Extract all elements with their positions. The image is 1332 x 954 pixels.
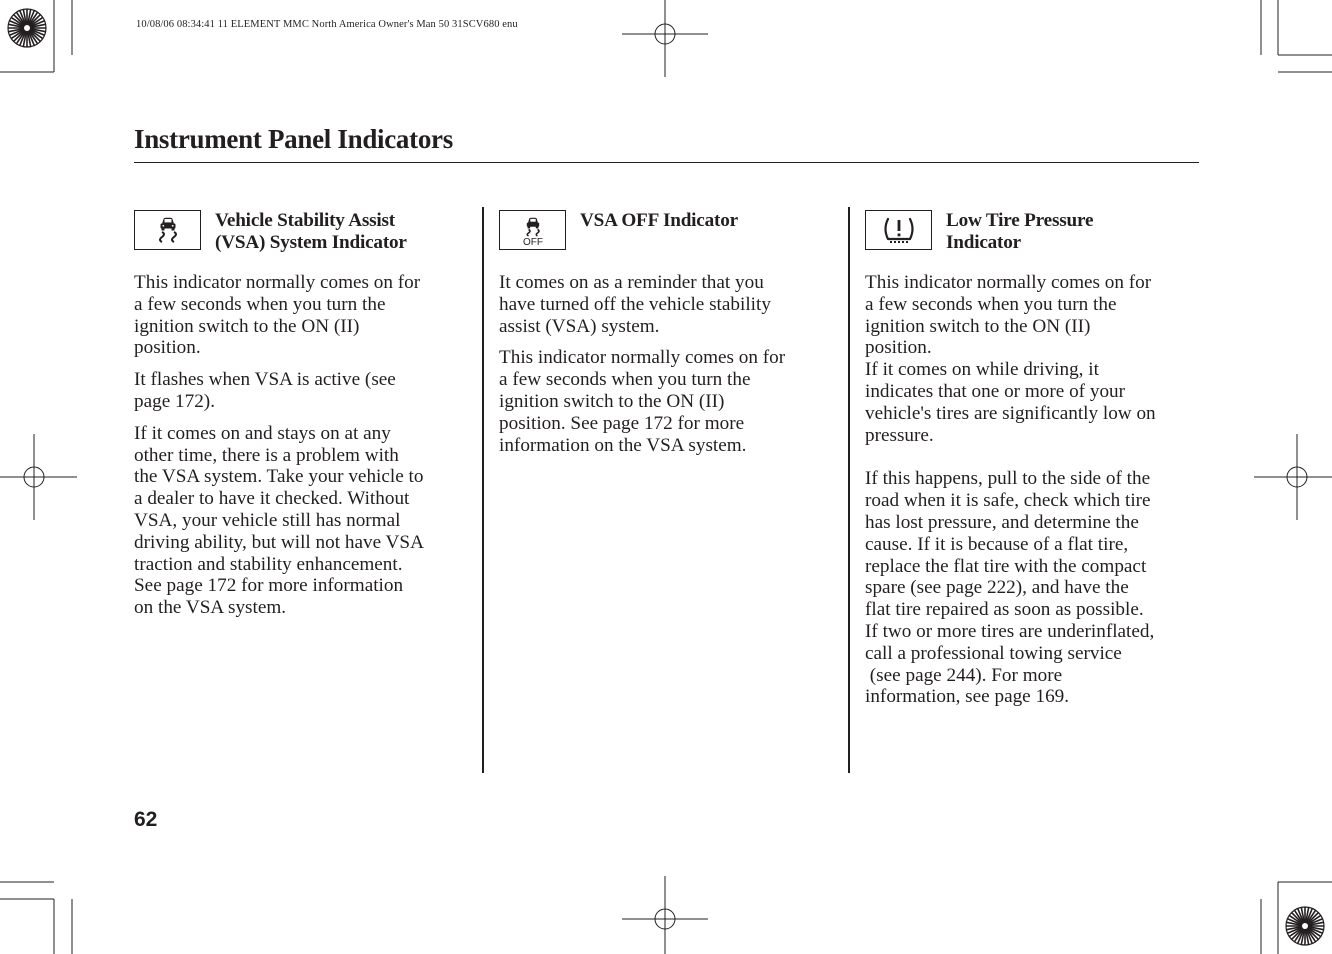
indicator-title-line: VSA OFF Indicator [580, 210, 738, 231]
text-line: If two or more tires are underinflated, [865, 620, 1155, 642]
paragraph [499, 347, 839, 456]
paragraph [134, 369, 474, 413]
text-line: traction and stability enhancement. [134, 553, 403, 575]
text-line: driving ability, but will not have VSA [134, 531, 424, 553]
text-line: have turned off the vehicle stability [499, 293, 771, 315]
text-line: position. [134, 337, 201, 359]
text-line: information on the VSA system. [499, 434, 747, 456]
column-vsa-off-indicator [499, 210, 839, 456]
text-line: replace the flat tire with the compact [865, 555, 1147, 577]
text-line: If it comes on while driving, it [865, 359, 1099, 381]
text-line: position. [865, 337, 932, 359]
text-line: other time, there is a problem with [134, 444, 399, 466]
paragraph [134, 272, 474, 359]
text-line: a few seconds when you turn the [499, 369, 751, 391]
text-line: This indicator normally comes on for [134, 272, 421, 293]
text-line: VSA, your vehicle still has normal [134, 509, 401, 531]
indicator-title-line: Low Tire Pressure [946, 210, 1094, 231]
text-line: ignition switch to the ON (II) [865, 315, 1091, 337]
page-number: 62 [134, 808, 158, 831]
indicator-title-line: Vehicle Stability Assist [215, 210, 395, 231]
vsa-off-icon [499, 210, 566, 250]
text-line: road when it is safe, check which tire [865, 490, 1151, 512]
text-line: This indicator normally comes on for [499, 347, 786, 369]
column-vsa-indicator [134, 210, 474, 619]
text-line: a dealer to have it checked. Without [134, 488, 410, 510]
text-line: indicates that one or more of your [865, 380, 1126, 402]
text-line: position. See page 172 for more [499, 412, 745, 434]
text-line: vehicle's tires are significantly low on [865, 402, 1156, 424]
vsa-skid-icon [134, 210, 201, 250]
text-line: ignition switch to the ON (II) [134, 315, 360, 337]
text-line: This indicator normally comes on for [865, 272, 1152, 293]
text-line: has lost pressure, and determine the [865, 511, 1139, 533]
paragraph [865, 468, 1205, 708]
indicator-header [499, 210, 839, 262]
text-line: call a professional towing service [865, 642, 1122, 664]
indicator-title [946, 210, 1093, 254]
paragraph [499, 272, 839, 337]
paragraph [865, 359, 1205, 446]
indicator-title-line: (VSA) System Indicator [215, 232, 407, 253]
text-line: assist (VSA) system. [499, 315, 660, 337]
vsa-off-icon-label: OFF [522, 237, 543, 246]
column-low-tire-pressure-indicator [865, 210, 1205, 708]
column-divider [482, 207, 484, 773]
indicator-title [580, 210, 738, 232]
paragraph [865, 272, 1205, 359]
low-tire-pressure-icon [865, 210, 932, 250]
indicator-header [134, 210, 474, 262]
text-line: a few seconds when you turn the [865, 293, 1117, 315]
page-title: Instrument Panel Indicators [134, 124, 453, 154]
text-line: spare (see page 222), and have the [865, 577, 1129, 599]
text-line: (see page 244). For more [865, 664, 1063, 686]
text-line: pressure. [865, 424, 934, 446]
text-line: It comes on as a reminder that you [499, 272, 764, 293]
text-line: ignition switch to the ON (II) [499, 390, 725, 412]
text-line: information, see page 169. [865, 686, 1070, 708]
text-line: If it comes on and stays on at any [134, 422, 391, 444]
text-line: If this happens, pull to the side of the [865, 468, 1151, 490]
paragraph [134, 423, 474, 619]
indicator-title [215, 210, 407, 254]
indicator-title-line: Indicator [946, 232, 1021, 253]
text-line: It flashes when VSA is active (see [134, 369, 396, 391]
print-slug: 10/08/06 08:34:41 11 ELEMENT MMC North America Owner's Man 50 31SCV680 enu [136, 19, 518, 30]
text-line: cause. If it is because of a flat tire, [865, 533, 1129, 555]
column-divider [848, 207, 850, 773]
title-rule [134, 162, 1199, 163]
text-line: page 172). [134, 390, 215, 412]
text-line: See page 172 for more information [134, 575, 404, 597]
text-line: flat tire repaired as soon as possible. [865, 599, 1144, 621]
text-line: the VSA system. Take your vehicle to [134, 466, 424, 488]
indicator-header [865, 210, 1205, 262]
text-line: a few seconds when you turn the [134, 293, 386, 315]
text-line: on the VSA system. [134, 597, 287, 619]
